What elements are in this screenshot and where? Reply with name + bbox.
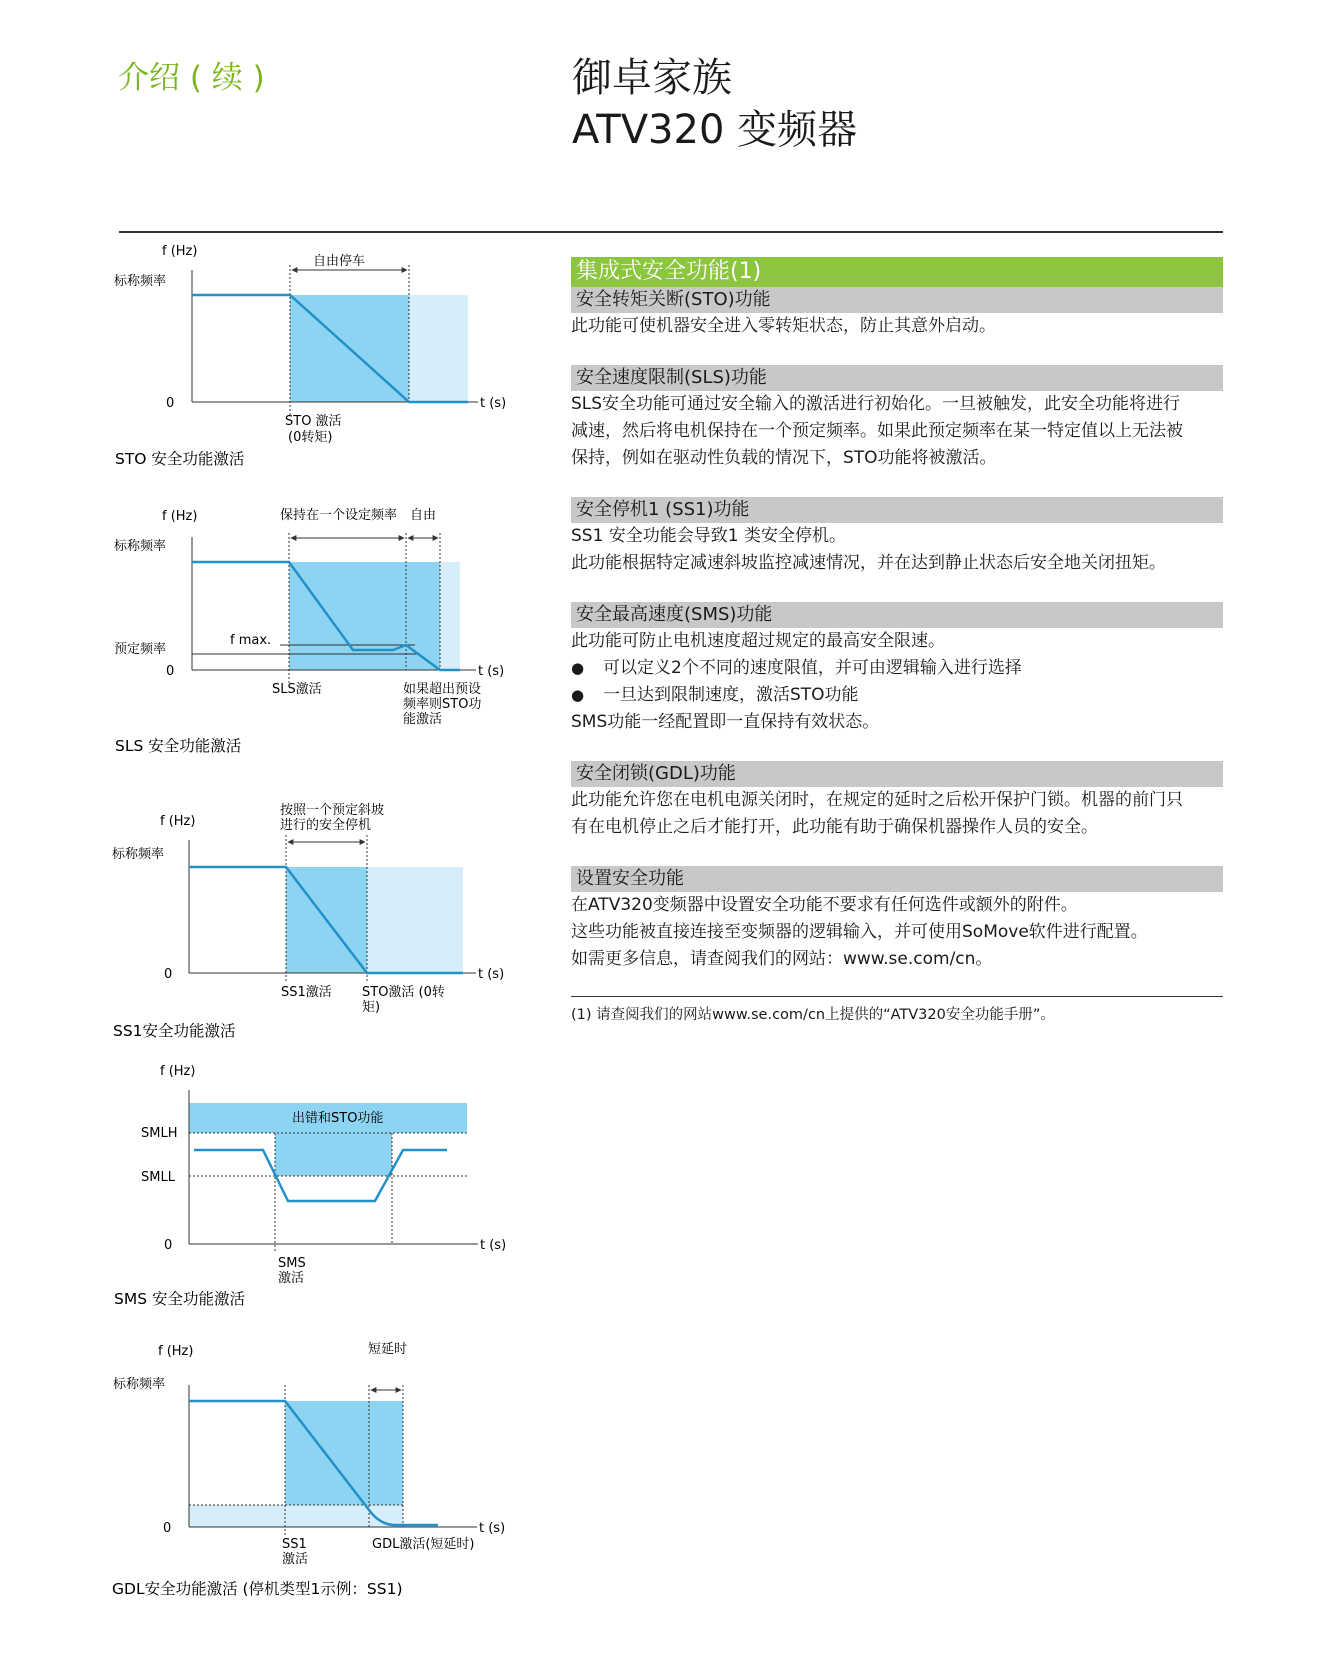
section-text: 此功能根据特定减速斜坡监控减速情况，并在达到静止状态后安全地关闭扭矩。 [571, 553, 1166, 573]
sls-event-label: 能激活 [403, 712, 443, 727]
diagram-column [110, 245, 550, 1665]
ss1-diagram [112, 802, 504, 1040]
bullet-item: ● 一旦达到限制速度，激活STO功能 [571, 682, 1223, 709]
sto-event-label: STO 激活 [285, 414, 342, 429]
sto-diagram [114, 245, 506, 468]
sls-span-label: 保持在一个设定频率 [280, 508, 398, 523]
sms-band-label: 出错和STO功能 [292, 1111, 384, 1126]
ss1-rated-label: 标称频率 [112, 847, 165, 862]
sms-zero-label: 0 [164, 1238, 173, 1253]
section-setup [571, 866, 1223, 973]
sto-y-label: f (Hz) [162, 245, 198, 259]
sls-t-label: t (s) [478, 664, 505, 679]
section-text: 此功能可使机器安全进入零转矩状态，防止其意外启动。 [571, 316, 996, 336]
section-gdl [571, 761, 1223, 841]
sls-diagram [114, 507, 504, 755]
section-heading: 安全闭锁(GDL)功能 [571, 761, 1223, 787]
header-divider [119, 231, 1223, 233]
sls-fmax-label: f max. [230, 633, 272, 648]
gdl-span-label: 短延时 [368, 1342, 408, 1357]
sls-rated-label: 标称频率 [114, 539, 167, 554]
sls-y-label: f (Hz) [162, 509, 198, 524]
section-tag: 介绍 ( 续 ) [118, 60, 265, 96]
sls-preset-label: 预定频率 [114, 642, 167, 657]
sms-event-label: 激活 [278, 1271, 305, 1286]
gdl-caption: GDL安全功能激活 (停机类型1示例：SS1) [112, 1580, 403, 1598]
sto-rated-label: 标称频率 [114, 274, 167, 289]
footnote-divider [571, 996, 1223, 997]
sms-caption: SMS 安全功能激活 [114, 1290, 245, 1308]
section-text: 减速，然后将电机保持在一个预定频率。如果此预定频率在某一特定值以上无法被 [571, 421, 1183, 441]
bullet-item: ● 可以定义2个不同的速度限值，并可由逻辑输入进行选择 [571, 655, 1223, 682]
sto-t-label: t (s) [480, 396, 507, 411]
sls-event-label: 如果超出预设 [403, 682, 482, 697]
gdl-t-label: t (s) [479, 1521, 506, 1536]
gdl-rated-label: 标称频率 [113, 1377, 166, 1392]
page-title [572, 52, 857, 156]
gdl-diagram [112, 1342, 505, 1598]
ss1-event-label: SS1激活 [281, 985, 332, 1000]
gdl-zero-label: 0 [163, 1521, 172, 1536]
footnote: (1) 请查阅我们的网站www.se.com/cn上提供的“ATV320安全功能手册”。 [571, 1007, 1055, 1023]
sls-caption: SLS 安全功能激活 [115, 737, 242, 755]
sms-smlh-label: SMLH [141, 1126, 178, 1141]
section-text: 在ATV320变频器中设置安全功能不要求有任何选件或额外的附件。 [571, 895, 1078, 915]
gdl-y-label: f (Hz) [158, 1344, 194, 1359]
section-heading: 安全最高速度(SMS)功能 [571, 602, 1223, 628]
section-text: SS1 安全功能会导致1 类安全停机。 [571, 526, 847, 546]
section-heading: 安全转矩关断(STO)功能 [571, 287, 1223, 313]
gdl-event-label: 激活 [282, 1552, 309, 1567]
sms-smll-label: SMLL [141, 1170, 175, 1185]
section-text: 如需更多信息，请查阅我们的网站：www.se.com/cn。 [571, 949, 993, 969]
sms-band-window [275, 1133, 392, 1176]
section-text: 有在电机停止之后才能打开，此功能有助于确保机器操作人员的安全。 [571, 817, 1098, 837]
sls-span-label: 自由 [410, 508, 437, 523]
section-ss1 [571, 497, 1223, 577]
ss1-fill-light [367, 867, 463, 973]
section-heading: 安全速度限制(SLS)功能 [571, 365, 1223, 391]
sto-event-label: (0转矩) [288, 430, 333, 445]
section-text: 这些功能被直接连接至变频器的逻辑输入，并可使用SoMove软件进行配置。 [571, 922, 1148, 942]
ss1-span-label: 进行的安全停机 [280, 818, 372, 833]
ss1-zero-label: 0 [164, 967, 173, 982]
gdl-event-label: GDL激活(短延时) [372, 1537, 475, 1552]
section-sto [571, 287, 1223, 340]
section-sls [571, 365, 1223, 472]
ss1-y-label: f (Hz) [160, 814, 196, 829]
sto-zero-label: 0 [166, 396, 175, 411]
ss1-event-label: STO激活 (0转 [362, 985, 445, 1000]
sls-event-label: SLS激活 [272, 682, 322, 697]
section-text: 此功能允许您在电机电源关闭时，在规定的延时之后松开保护门锁。机器的前门只 [571, 790, 1183, 810]
sms-y-label: f (Hz) [160, 1064, 196, 1079]
sms-t-label: t (s) [480, 1238, 507, 1253]
ss1-caption: SS1安全功能激活 [113, 1022, 236, 1040]
sms-diagram [114, 1064, 506, 1308]
section-heading: 设置安全功能 [571, 866, 1223, 892]
sls-event-label: 频率则STO功 [403, 697, 482, 712]
sto-span-label: 自由停车 [313, 254, 366, 269]
gdl-event-label: SS1 [282, 1537, 307, 1552]
section-text: SLS安全功能可通过安全输入的激活进行初始化。一旦被触发，此安全功能将进行 [571, 394, 1181, 414]
sls-fill-light [440, 562, 460, 670]
section-heading: 安全停机1 (SS1)功能 [571, 497, 1223, 523]
section-sms [571, 602, 1223, 736]
sls-zero-label: 0 [166, 664, 175, 679]
ss1-span-label: 按照一个预定斜坡 [280, 803, 385, 818]
section-text: 保持，例如在驱动性负载的情况下，STO功能将被激活。 [571, 448, 997, 468]
title-line-2: ATV320 变频器 [572, 107, 858, 153]
main-heading: 集成式安全功能(1) [571, 257, 1223, 287]
title-line-1: 御卓家族 [572, 55, 732, 101]
safety-functions-panel [571, 257, 1223, 1025]
ss1-t-label: t (s) [478, 967, 505, 982]
section-text: SMS功能一经配置即一直保持有效状态。 [571, 712, 880, 732]
ss1-event-label: 矩) [362, 1000, 381, 1015]
gdl-fill-low [189, 1505, 285, 1527]
sms-event-label: SMS [278, 1256, 306, 1271]
sto-caption: STO 安全功能激活 [115, 450, 245, 468]
section-text: 此功能可防止电机速度超过规定的最高安全限速。 [571, 631, 945, 651]
sto-fill-light [409, 295, 468, 402]
